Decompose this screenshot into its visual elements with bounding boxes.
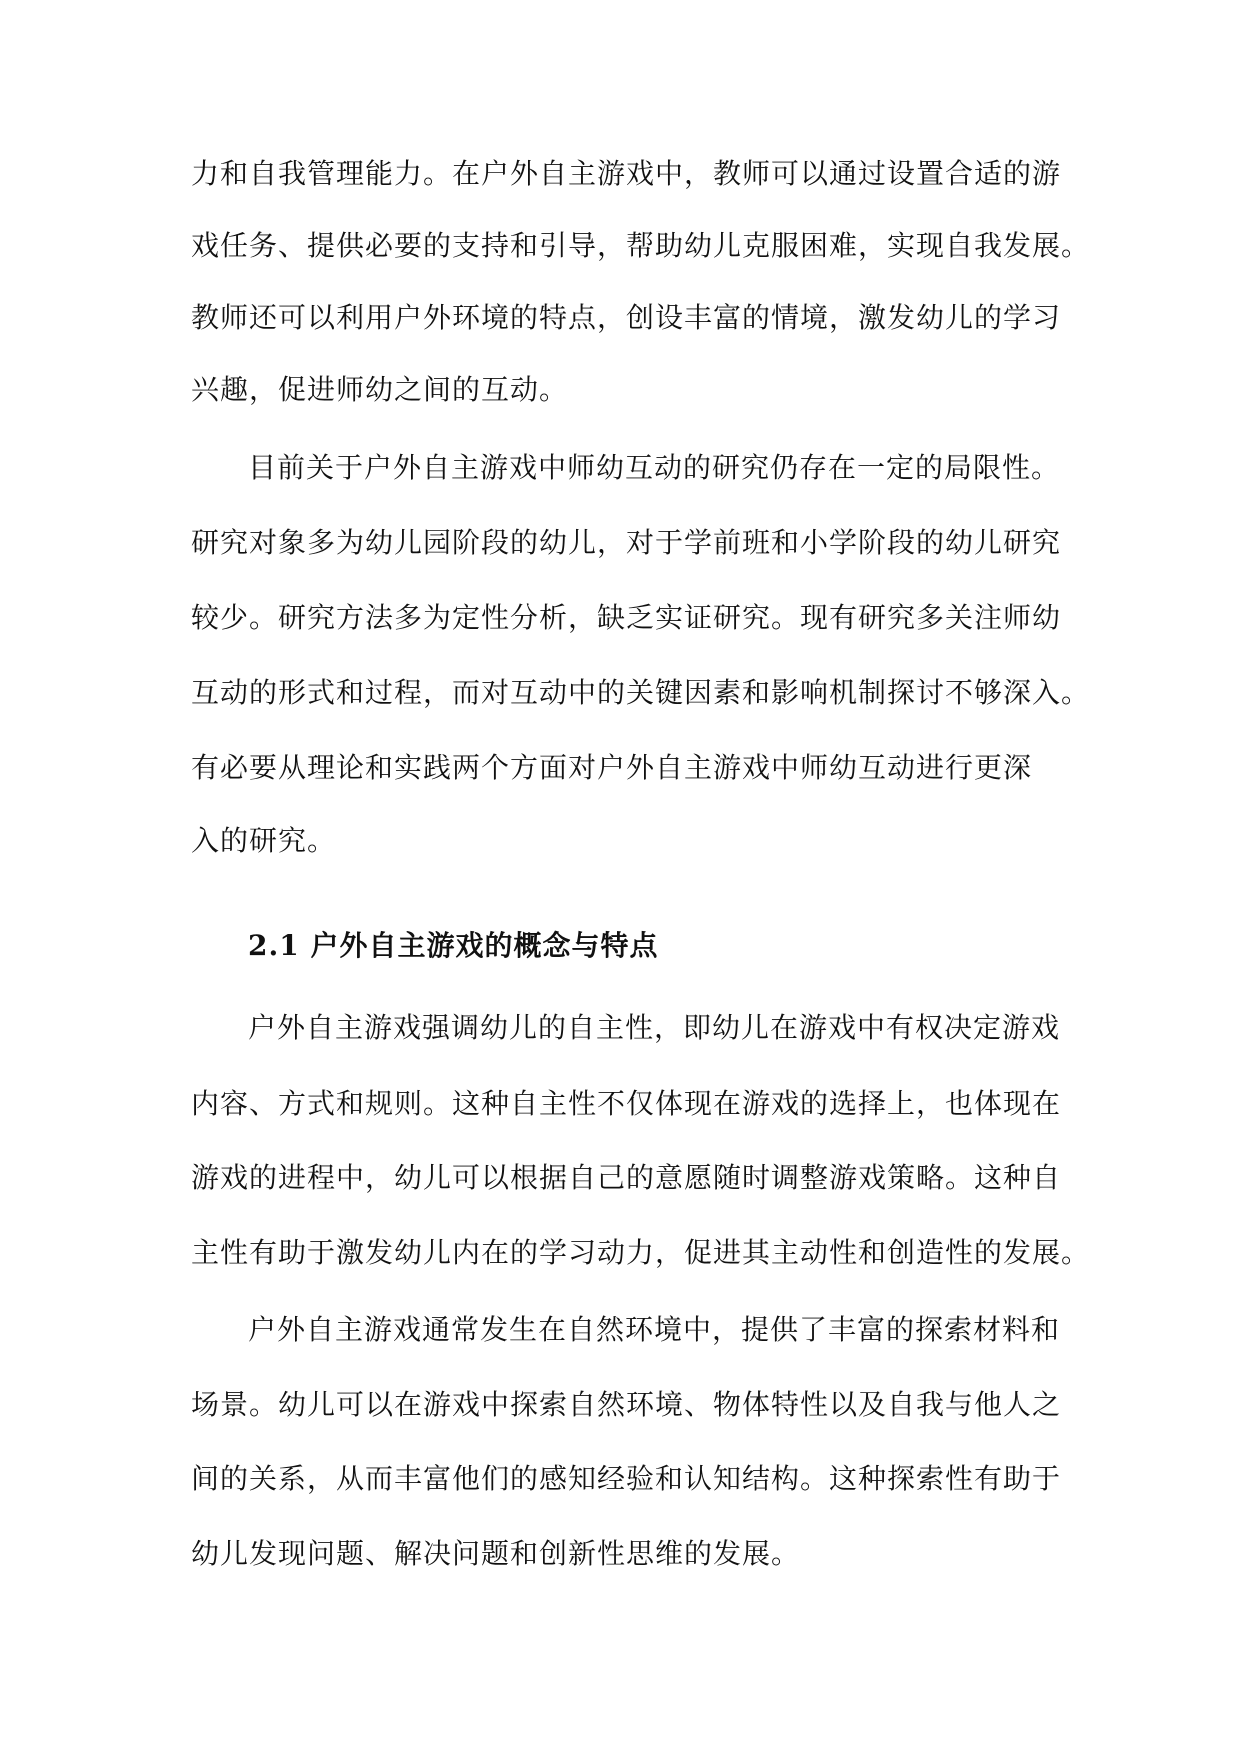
paragraph-2-line-4: 互动的形式和过程，而对互动中的关键因素和影响机制探讨不够深入。 bbox=[191, 676, 1091, 709]
paragraph-2-line-6: 入的研究。 bbox=[191, 824, 337, 857]
paragraph-1-line-1: 力和自我管理能力。在户外自主游戏中，教师可以通过设置合适的游 bbox=[191, 157, 1062, 190]
paragraph-2-line-2: 研究对象多为幼儿园阶段的幼儿，对于学前班和小学阶段的幼儿研究 bbox=[191, 526, 1062, 559]
paragraph-2-line-3: 较少。研究方法多为定性分析，缺乏实证研究。现有研究多关注师幼 bbox=[191, 601, 1062, 634]
paragraph-2-line-5: 有必要从理论和实践两个方面对户外自主游戏中师幼互动进行更深 bbox=[191, 751, 1033, 784]
paragraph-3-line-1: 户外自主游戏强调幼儿的自主性，即幼儿在游戏中有权决定游戏 bbox=[248, 1011, 1061, 1044]
paragraph-1-line-4: 兴趣，促进师幼之间的互动。 bbox=[191, 373, 569, 406]
paragraph-4-line-2: 场景。幼儿可以在游戏中探索自然环境、物体特性以及自我与他人之 bbox=[191, 1388, 1062, 1421]
section-heading: 2.1 户外自主游戏的概念与特点 bbox=[248, 929, 659, 962]
paragraph-3-line-2: 内容、方式和规则。这种自主性不仅体现在游戏的选择上，也体现在 bbox=[191, 1087, 1062, 1120]
paragraph-4-line-3: 间的关系，从而丰富他们的感知经验和认知结构。这种探索性有助于 bbox=[191, 1462, 1062, 1495]
paragraph-1-line-3: 教师还可以利用户外环境的特点，创设丰富的情境，激发幼儿的学习 bbox=[191, 301, 1062, 334]
paragraph-4-line-1: 户外自主游戏通常发生在自然环境中，提供了丰富的探索材料和 bbox=[248, 1313, 1061, 1346]
paragraph-4-line-4: 幼儿发现问题、解决问题和创新性思维的发展。 bbox=[191, 1537, 801, 1570]
paragraph-3-line-3: 游戏的进程中，幼儿可以根据自己的意愿随时调整游戏策略。这种自 bbox=[191, 1161, 1062, 1194]
paragraph-2-line-1: 目前关于户外自主游戏中师幼互动的研究仍存在一定的局限性。 bbox=[248, 451, 1061, 484]
paragraph-3-line-4: 主性有助于激发幼儿内在的学习动力，促进其主动性和创造性的发展。 bbox=[191, 1236, 1091, 1269]
paragraph-1-line-2: 戏任务、提供必要的支持和引导，帮助幼儿克服困难，实现自我发展。 bbox=[191, 229, 1091, 262]
